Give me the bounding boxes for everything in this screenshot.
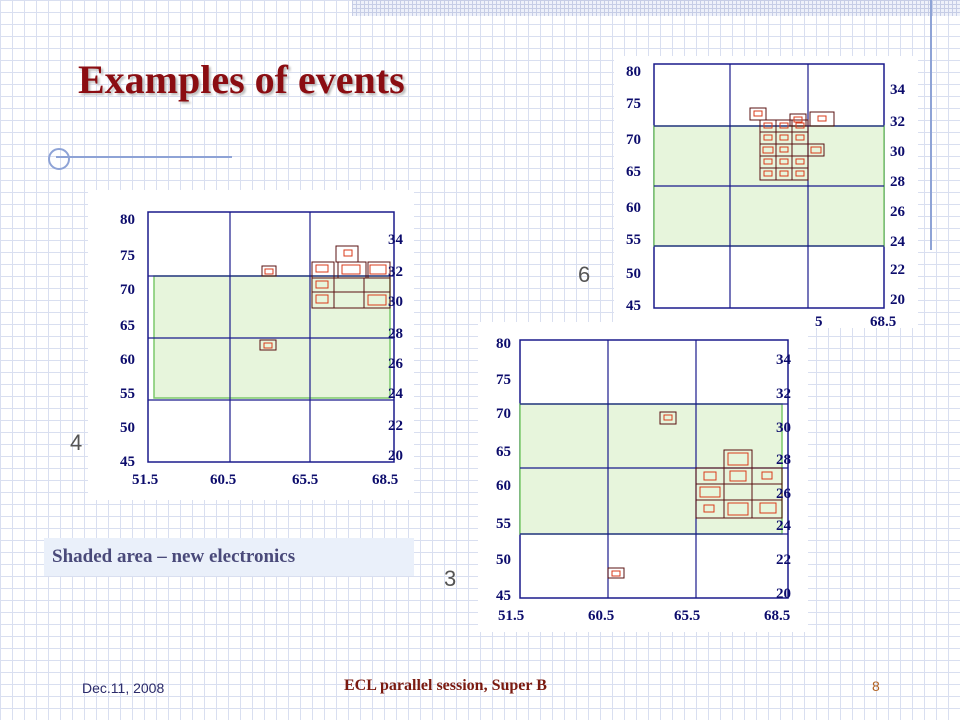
y-tick-left: 65 [626, 164, 641, 180]
y-tick-left: 45 [626, 298, 641, 314]
y-tick-left: 75 [120, 248, 135, 264]
event-panel-3 [478, 322, 808, 632]
y-tick-right: 26 [776, 486, 791, 502]
y-tick-left: 65 [496, 444, 511, 460]
y-tick-right: 30 [388, 294, 403, 310]
event-panel-6 [614, 56, 918, 328]
x-tick-partial: 68.5 [870, 314, 897, 328]
decorative-grid-band [352, 0, 960, 16]
y-tick-right: 30 [890, 144, 905, 160]
footer-date: Dec.11, 2008 [82, 680, 165, 696]
y-tick-right: 28 [388, 326, 403, 342]
y-tick-right: 20 [776, 586, 791, 602]
y-tick-right: 22 [890, 262, 905, 278]
y-tick-left: 45 [120, 454, 135, 470]
x-tick: 51.5 [498, 608, 525, 624]
y-tick-left: 50 [120, 420, 135, 436]
y-tick-right: 22 [776, 552, 791, 568]
y-tick-right: 22 [388, 418, 403, 434]
y-tick-left: 75 [626, 96, 641, 112]
y-tick-right: 34 [388, 232, 403, 248]
y-tick-right: 20 [890, 292, 905, 308]
y-tick-left: 50 [496, 552, 511, 568]
y-tick-left: 50 [626, 266, 641, 282]
y-tick-left: 55 [496, 516, 511, 532]
x-tick: 65.5 [292, 472, 319, 488]
event-panel-4 [88, 190, 414, 500]
y-tick-right: 30 [776, 420, 791, 436]
x-tick: 65.5 [674, 608, 701, 624]
y-tick-right: 26 [388, 356, 403, 372]
y-tick-left: 55 [120, 386, 135, 402]
y-tick-right: 32 [388, 264, 403, 280]
y-tick-right: 32 [890, 114, 905, 130]
decorative-horizontal-line [56, 156, 232, 158]
y-tick-right: 34 [776, 352, 791, 368]
y-tick-left: 60 [120, 352, 135, 368]
panel-label-3: 3 [444, 566, 457, 591]
y-tick-left: 80 [626, 64, 641, 80]
x-tick: 68.5 [372, 472, 399, 488]
page-number: 8 [872, 678, 880, 694]
y-tick-left: 70 [120, 282, 135, 298]
decorative-circle [48, 148, 70, 170]
y-tick-left: 70 [496, 406, 511, 422]
y-tick-left: 60 [626, 200, 641, 216]
y-tick-left: 65 [120, 318, 135, 334]
panel-label-4: 4 [70, 430, 83, 455]
y-tick-right: 28 [890, 174, 905, 190]
caption-box [44, 538, 414, 576]
x-tick: 51.5 [132, 472, 159, 488]
y-tick-right: 26 [890, 204, 905, 220]
y-tick-left: 45 [496, 588, 511, 604]
y-tick-right: 20 [388, 448, 403, 464]
x-tick: 60.5 [210, 472, 237, 488]
x-tick: 60.5 [588, 608, 615, 624]
x-tick: 68.5 [764, 608, 791, 624]
y-tick-right: 24 [776, 518, 791, 534]
footer-session-title: ECL parallel session, Super B [344, 677, 547, 694]
y-tick-left: 80 [120, 212, 135, 228]
y-tick-left: 60 [496, 478, 511, 494]
decorative-vertical-line [930, 0, 932, 250]
y-tick-left: 80 [496, 336, 511, 352]
y-tick-right: 28 [776, 452, 791, 468]
caption-text: Shaded area – new electronics [52, 546, 296, 567]
y-tick-left: 55 [626, 232, 641, 248]
x-tick-partial: 5 [815, 314, 823, 328]
slide-title: Examples of events [78, 57, 405, 102]
y-tick-right: 32 [776, 386, 791, 402]
y-tick-right: 34 [890, 82, 905, 98]
y-tick-right: 24 [890, 234, 905, 250]
y-tick-left: 75 [496, 372, 511, 388]
y-tick-left: 70 [626, 132, 641, 148]
y-tick-right: 24 [388, 386, 403, 402]
panel-label-6: 6 [578, 262, 591, 287]
